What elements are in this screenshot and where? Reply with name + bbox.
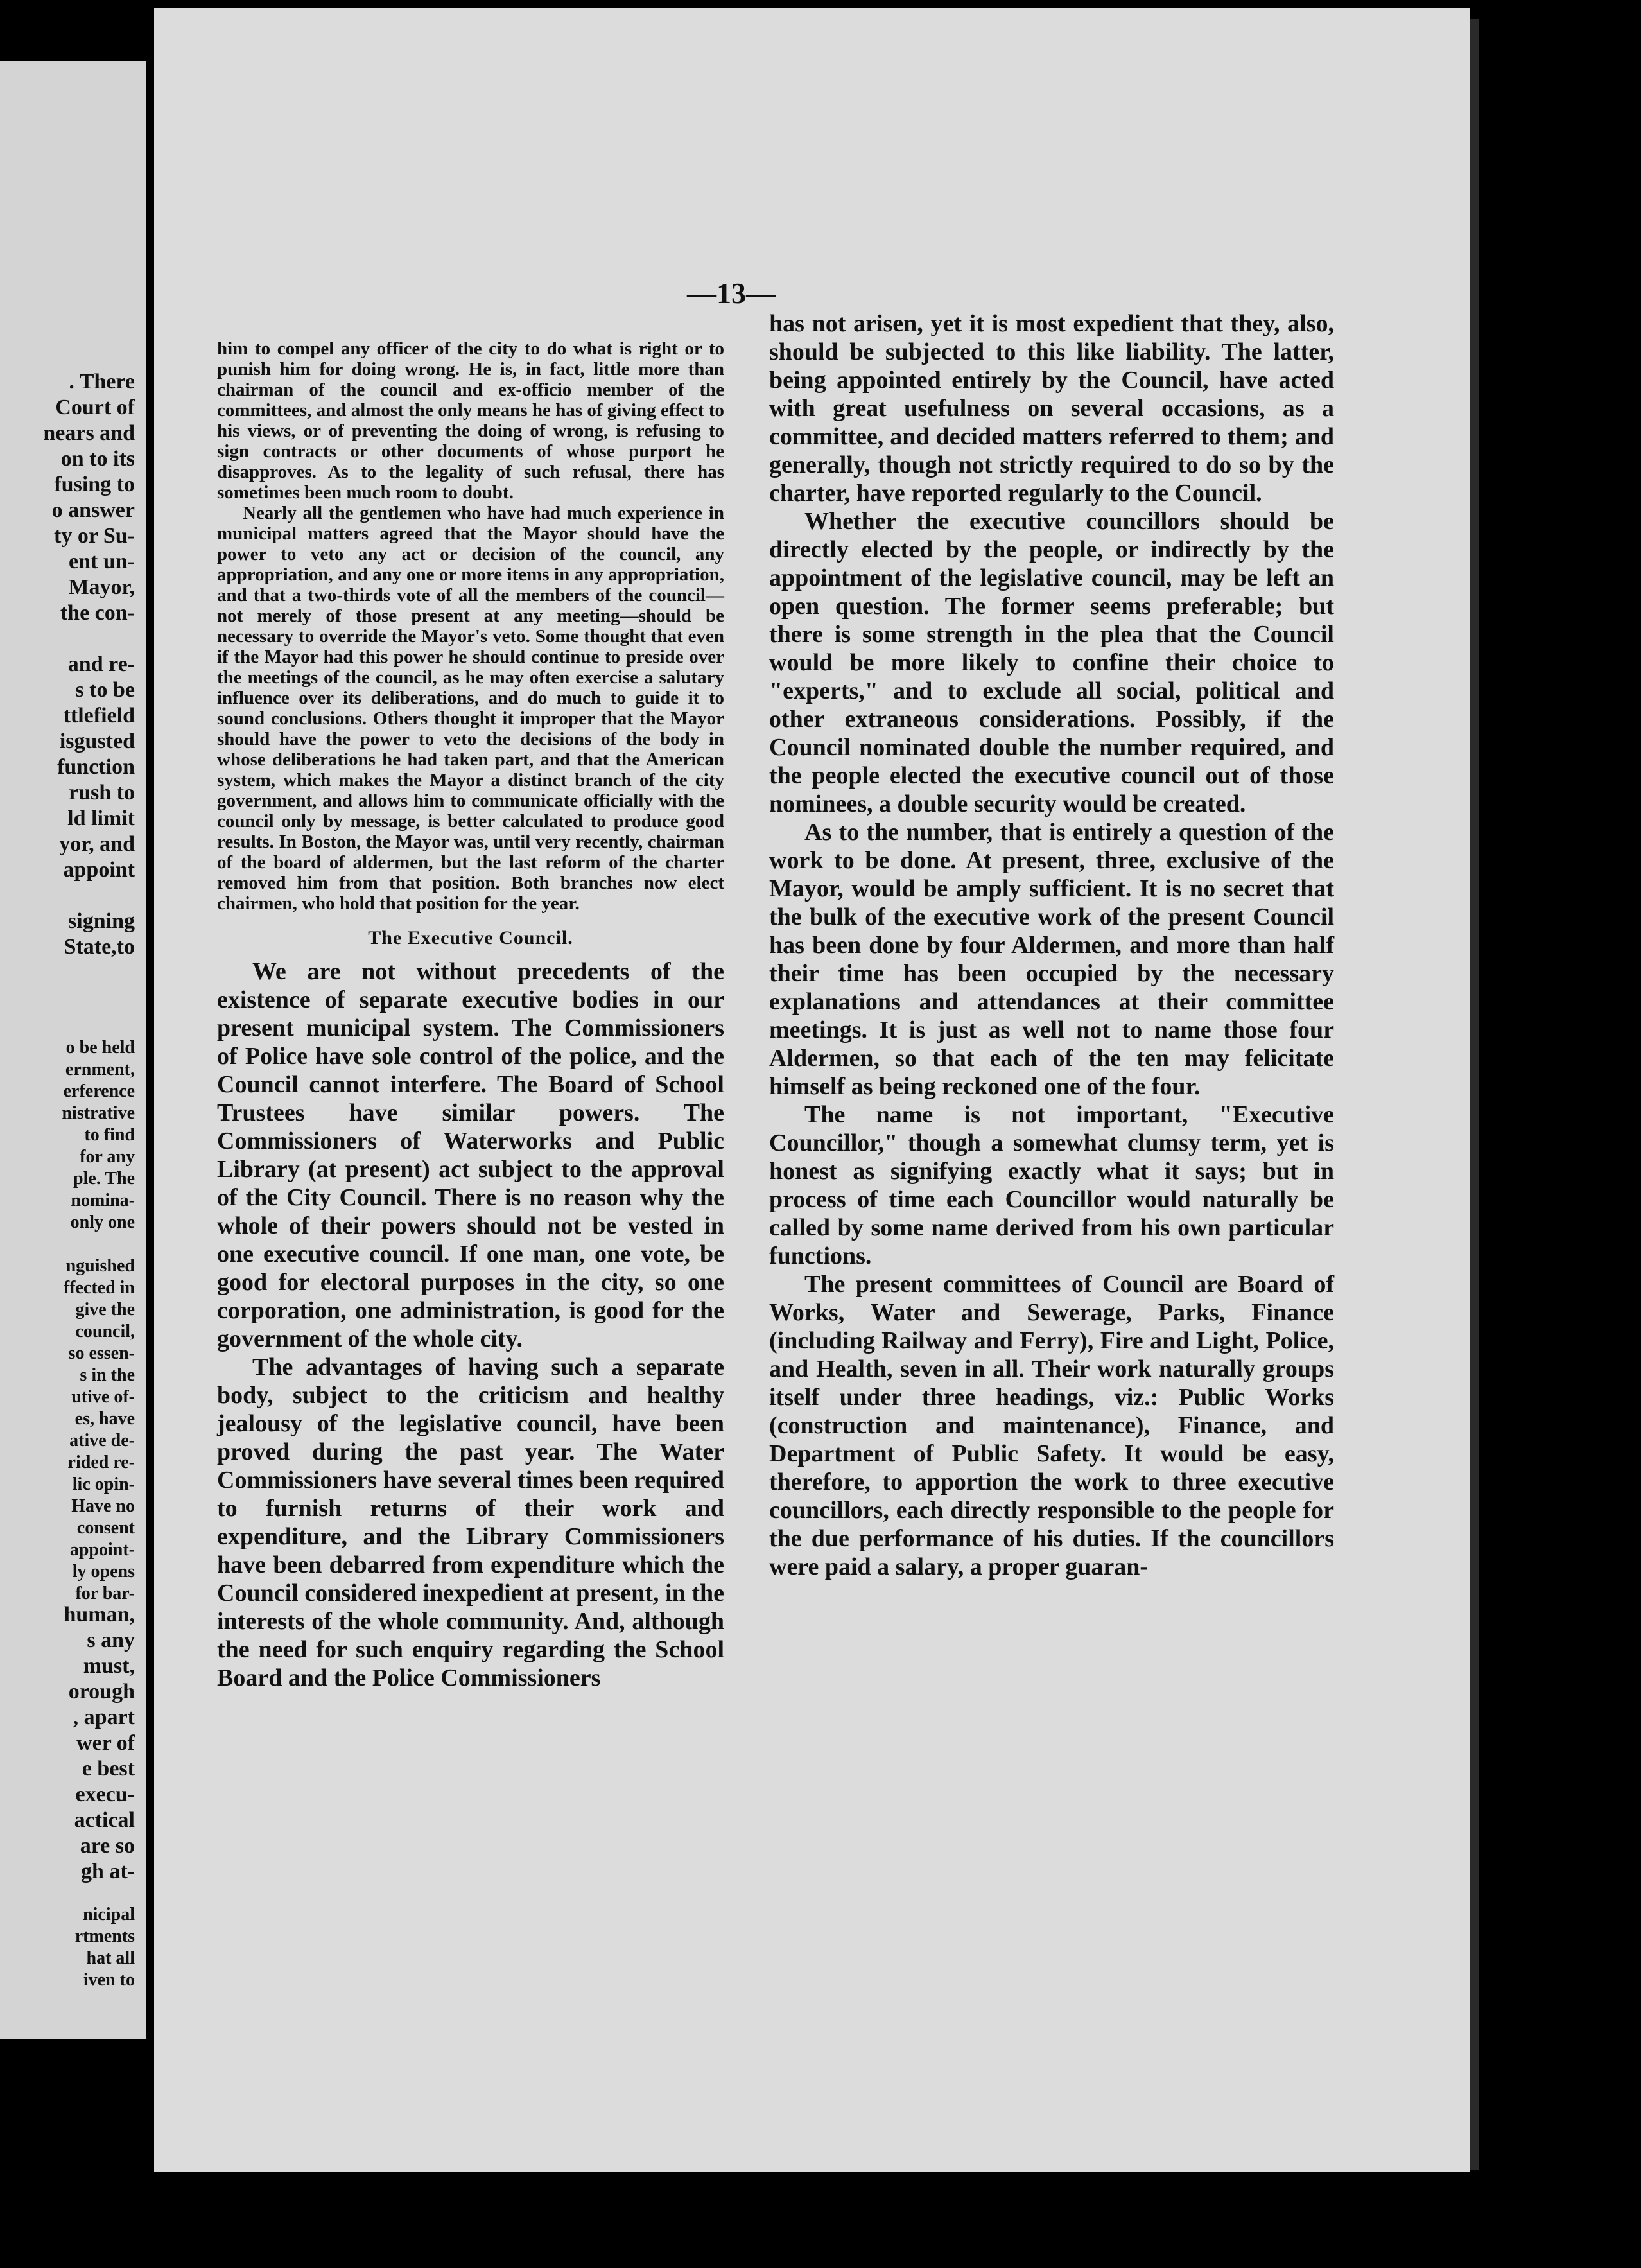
paragraph: Whether the executive councillors should be directly elected by the people, or indirectly by the appointment of the legislative council, may be left an open question. The former seems preferable; but there is some strength in the plea that the Council would be more likely to confine their choice to "experts," and to exclude all social, political and other extraneous considerations. Possibly, if the Council nominated double the number required, and the people elected the executive council out of those nominees, a double security would be created. [769,508,1334,817]
left-page-line: rush to [69,781,135,805]
left-page-line: fusing to [54,473,135,496]
left-page-line: s any [87,1628,135,1652]
left-page-line: actical [74,1808,135,1832]
left-page-line: ttlefield [63,704,135,728]
left-page-line [43,883,135,909]
left-page-line: wer of [76,1731,135,1755]
left-page-line: nistrative [62,1103,135,1123]
left-page-line: so essen- [68,1343,135,1363]
paragraph: The present committees of Council are Board of Works, Water and Sewerage, Parks, Finance (including Railway and Ferry), Fire and Light, Police, and Health, seven in all. Their work naturally groups itself under three headings, viz.: Public Works (construction and maintenance), Finance, and Department of Public Safety. It would be easy, therefore, to apportion the work to three executive councillors, each directly responsible to the people for the due performance of his duties. If the councillors were paid a salary, a proper guaran- [769,1271,1334,1580]
paragraph: has not arisen, yet it is most expedient that they, also, should be subjected to this like liability. The latter, being appointed entirely by the Council, have acted with great usefulness on several occasions, as a committee, and decided matters referred to them; and generally, though not strictly required to do so by the charter, have reported regularly to the Council. [769,310,1334,507]
paragraph: The name is not important, "Executive Councillor," though a somewhat clumsy term, yet is honest as signifying exactly what it says; but in process of time each Councillor would naturally be called by some name derived from his own particular functions. [769,1101,1334,1269]
left-page-line: Court of [55,396,135,419]
left-page-line: appoint [63,858,135,882]
right-column [769,310,1334,1581]
left-page-line: nears and [43,421,135,445]
left-page-line: iven to [83,1970,135,1990]
left-page-column-bottom [75,1904,135,1991]
left-page-line: hat all [86,1948,135,1968]
left-page [0,61,146,2039]
left-page-line: . There [69,370,135,394]
left-page-line: ple. The [73,1169,135,1189]
left-page-line: s to be [75,678,135,702]
main-page [154,8,1470,2172]
paragraph: As to the number, that is entirely a question of the work to be done. At present, three, exclusive of the Mayor, would be amply sufficient. It is no secret that the bulk of the executive work of the present Council has been done by four Aldermen, and more than half their time has been occupied by the necessary explanations and attendances at their committee meetings. It is just as well not to name those four Aldermen, so that each of the ten may felicitate himself as being reckoned one of the four. [769,819,1334,1100]
left-page-line: o be held [65,1038,135,1058]
left-page-line: and re- [67,652,135,676]
left-page-line: nicipal [83,1905,135,1924]
left-page-line: yor, and [59,832,135,856]
left-page-line: Mayor, [68,575,135,599]
left-column [217,338,724,1692]
left-page-line: rtments [74,1926,135,1946]
left-page-line: are so [80,1834,135,1858]
left-page-line: lic opin- [72,1474,135,1494]
left-page-line: o answer [51,498,135,522]
paragraph: We are not without precedents of the existence of separate executive bodies in our present municipal system. The Commissioners of Police have sole control of the police, and the Council cannot interfere. The Board of School Trustees have similar powers. The Commissioners of Waterworks and Public Library (at present) act subject to the approval of the City Council. There is no reason why the whole of their powers should not be vested in one executive council. If one man, one vote, be good for electoral purposes in the city, so one corporation, one administration, is good for the government of the whole city. [217,958,724,1352]
left-page-line: erference [63,1081,135,1101]
left-page-line: to find [84,1125,135,1145]
left-page-line: execu- [75,1783,135,1806]
left-page-line: only one [70,1212,135,1232]
section-heading: The Executive Council. [368,927,573,948]
left-page-line: isgusted [59,729,135,753]
left-page-line: ative de- [69,1431,135,1451]
left-page-line: ffected in [63,1278,135,1298]
left-page-line: consent [76,1518,135,1538]
left-page-line: on to its [60,447,135,471]
left-page-line [43,626,135,652]
left-page-column-small [62,1037,135,1605]
left-page-line: function [57,755,135,779]
left-page-line [62,1234,135,1255]
left-page-line: must, [83,1654,135,1678]
left-page-line: ernment, [65,1060,135,1079]
left-page-line: signing [68,909,135,933]
left-page-line: for bar- [75,1583,135,1603]
left-page-line: e best [82,1757,135,1781]
paragraph: Nearly all the gentlemen who have had much experience in municipal matters agreed that the Mayor should have the power to veto any act or decision of the council, any appropriation, and any one or more items in any appropriation, and that a two-thirds vote of all the members of the council—not merely of those present at any meeting—should be necessary to override the Mayor's veto. Some thought that even if the Mayor had this power he should continue to preside over the meetings of the council, as he may often exercise a salutary influence over its deliberations, and do much to guide it to sound conclusions. Others thought it improper that the Mayor should have the power to veto the decisions of the body in whose deliberations he had taken part, and that the American system, which makes the Mayor a distinct branch of the city government, and allows him to communicate officially with the council only by message, is better calculated to produce good results. In Boston, the Mayor was, until very recently, chairman of the board of aldermen, but the last reform of the charter removed him from that position. Both branches now elect chairmen, who hold that position for the year. [217,503,724,914]
left-page-line: , apart [73,1705,135,1729]
left-page-column-lower [64,1602,135,1885]
left-page-line: Have no [71,1496,135,1516]
page-binding-edge [1470,19,1479,2170]
left-page-line: ty or Su- [54,524,135,548]
left-page-line: the con- [60,601,135,625]
left-page-line: ly opens [72,1562,135,1582]
left-page-line: utive of- [71,1387,135,1407]
page-number: —13— [687,277,776,310]
left-page-line: orough [68,1680,135,1704]
left-page-line: council, [75,1322,135,1341]
left-page-line: es, have [74,1409,135,1429]
left-page-line: ld limit [67,807,135,830]
left-page-line: nguished [65,1256,135,1276]
left-page-column [43,369,135,960]
left-page-line: for any [80,1147,135,1167]
left-page-line: State,to [64,935,135,959]
left-page-line: nomina- [71,1191,135,1210]
left-page-line: rided re- [67,1452,135,1472]
left-page-line: appoint- [69,1540,135,1560]
left-page-line: human, [64,1603,135,1627]
paragraph: him to compel any officer of the city to do what is right or to punish him for doing wrong. He is, in fact, little more than chairman of the council and ex-officio member of the committees, and almost the only means he has of giving effect to his views, or of preventing the doing of wrong, is refusing to sign contracts or other documents of whose purport he disapproves. As to the legality of such refusal, there has sometimes been much room to doubt. [217,338,724,503]
left-page-line: gh at- [80,1860,135,1883]
left-page-line: ent un- [69,550,135,573]
paragraph: The advantages of having such a separate body, subject to the criticism and healthy jealousy of the legislative council, have been proved during the past year. The Water Commissioners have several times been required to furnish returns of their work and expenditure, and the Library Commissioners have been debarred from expenditure which the Council considered inexpedient at present, in the interests of the whole community. And, although the need for such enquiry regarding the School Board and the Police Commissioners [217,1354,724,1691]
left-page-line: give the [75,1300,135,1320]
left-page-line: s in the [80,1365,135,1385]
